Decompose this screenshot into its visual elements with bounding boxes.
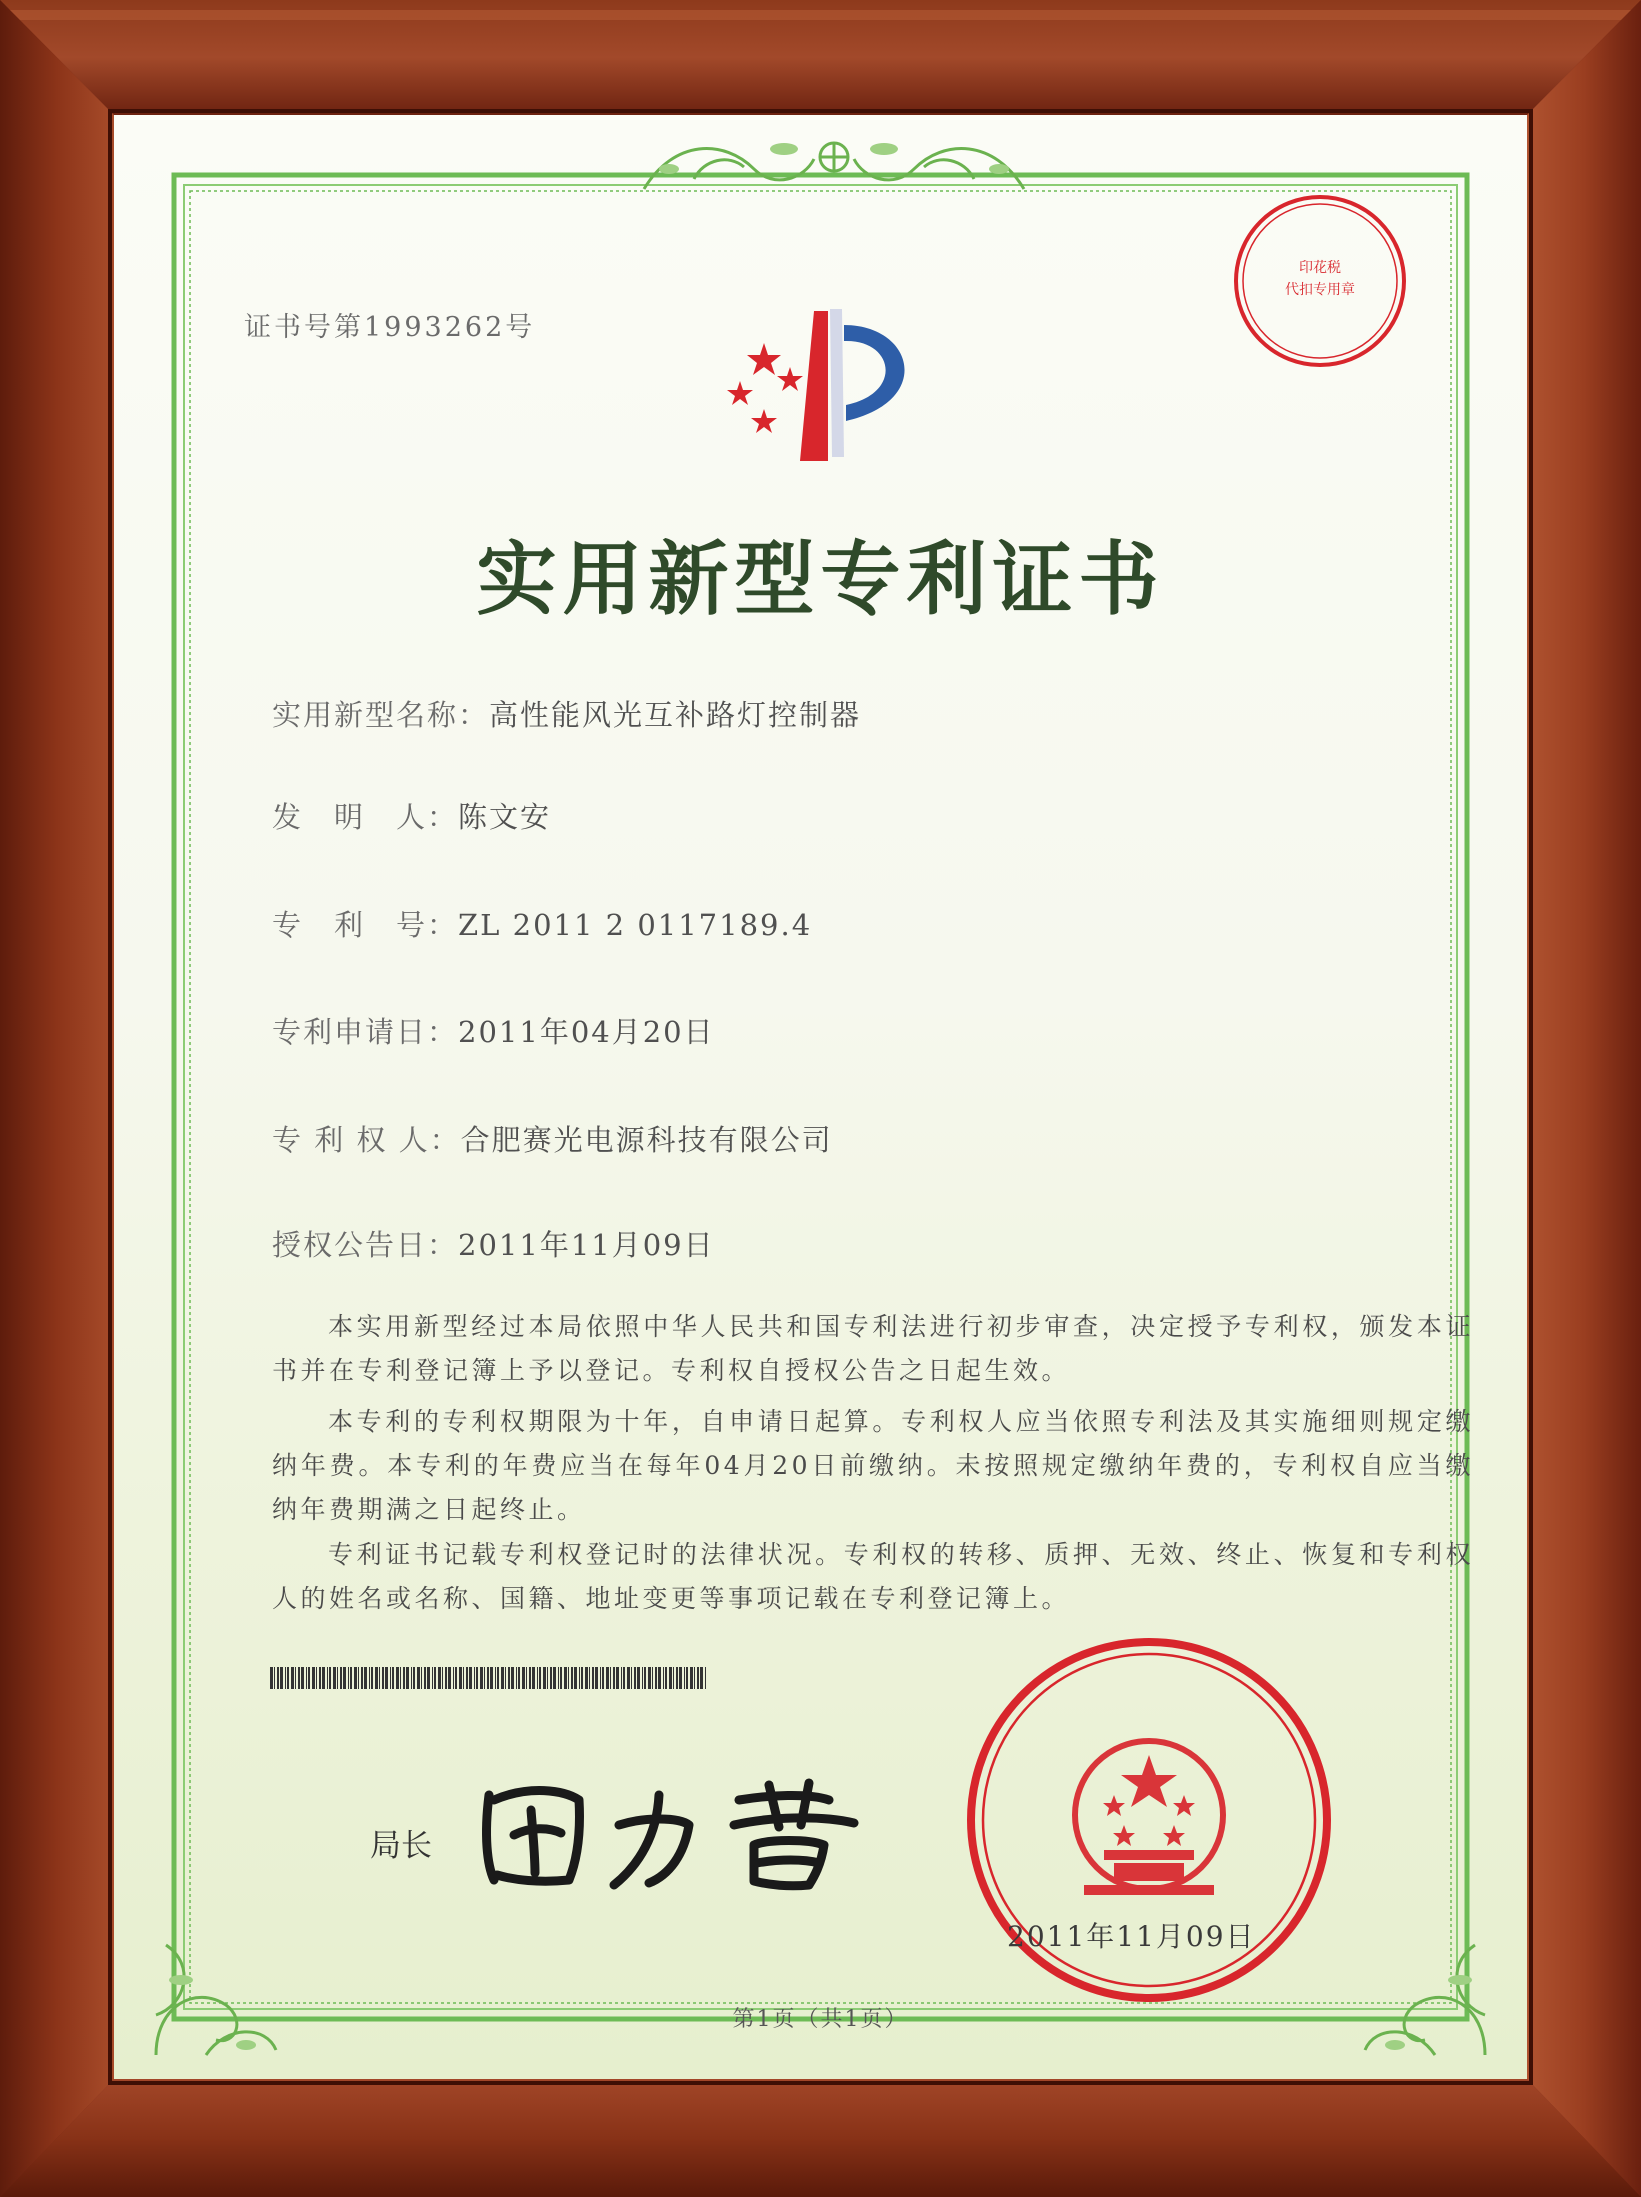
barcode-bar — [684, 1667, 685, 1689]
barcode-bar — [287, 1667, 289, 1689]
barcode-bar — [459, 1667, 462, 1689]
barcode-bar — [516, 1667, 517, 1689]
barcode-bar — [613, 1667, 615, 1689]
chief-label: 局长 — [370, 1828, 432, 1864]
barcode-bar — [665, 1667, 667, 1689]
barcode-bar — [484, 1667, 485, 1689]
barcode-icon — [270, 1667, 710, 1689]
field-value: ZL 2011 2 0117189.4 — [458, 908, 813, 942]
barcode-bar — [312, 1667, 315, 1689]
barcode-bar — [529, 1667, 531, 1689]
barcode-bar — [602, 1667, 604, 1689]
field-value: 陈文安 — [458, 800, 552, 834]
stamp-duty-seal-icon — [1231, 192, 1409, 370]
barcode-bar — [679, 1667, 682, 1689]
field-inventor — [272, 795, 551, 836]
barcode-bar — [274, 1667, 275, 1689]
barcode-bar — [466, 1667, 468, 1689]
barcode-bar — [511, 1667, 514, 1689]
barcode-bar — [396, 1667, 399, 1689]
barcode-bar — [375, 1667, 378, 1689]
barcode-bar — [285, 1667, 286, 1689]
barcode-bar — [406, 1667, 409, 1689]
barcode-bar — [379, 1667, 380, 1689]
barcode-bar — [560, 1667, 562, 1689]
barcode-bar — [298, 1667, 300, 1689]
barcode-bar — [270, 1667, 273, 1689]
barcode-bar — [705, 1667, 706, 1689]
barcode-bar — [337, 1667, 338, 1689]
paragraph-term-and-fees: 本专利的专利权期限为十年，自申请日起算。专利权人应当依照专利法及其实施细则规定缴纳年费。本专利的年费应当在每年04月20日前缴纳。未按照规定缴纳年费的，专利权自应当缴纳年费期满之日起终止。 — [272, 1407, 1474, 1524]
barcode-bar — [616, 1667, 619, 1689]
barcode-bar — [522, 1667, 525, 1689]
field-patent-number — [272, 903, 812, 944]
barcode-bar — [322, 1667, 325, 1689]
barcode-bar — [553, 1667, 556, 1689]
barcode-bar — [644, 1667, 646, 1689]
barcode-bar — [348, 1667, 349, 1689]
barcode-bar — [400, 1667, 401, 1689]
barcode-bar — [547, 1667, 548, 1689]
barcode-bar — [663, 1667, 664, 1689]
barcode-bar — [574, 1667, 577, 1689]
bottom-left-ornament-icon — [136, 1905, 286, 2065]
barcode-bar — [621, 1667, 622, 1689]
barcode-bar — [568, 1667, 569, 1689]
barcode-bar — [427, 1667, 430, 1689]
barcode-bar — [364, 1667, 367, 1689]
barcode-bar — [495, 1667, 496, 1689]
barcode-bar — [490, 1667, 493, 1689]
barcode-bar — [508, 1667, 510, 1689]
barcode-bar — [558, 1667, 559, 1689]
barcode-bar — [417, 1667, 420, 1689]
top-ornament-icon — [634, 119, 1034, 209]
certificate-title: 实用新型专利证书 — [476, 533, 1165, 626]
page-indicator: 第1页（共1页） — [732, 2007, 909, 2032]
barcode-bar — [631, 1667, 632, 1689]
barcode-bar — [390, 1667, 391, 1689]
barcode-bar — [369, 1667, 370, 1689]
barcode-bar — [501, 1667, 504, 1689]
barcode-bar — [652, 1667, 653, 1689]
barcode-bar — [434, 1667, 436, 1689]
barcode-bar — [537, 1667, 538, 1689]
barcode-bar — [595, 1667, 598, 1689]
barcode-bar — [382, 1667, 384, 1689]
barcode-bar — [329, 1667, 331, 1689]
barcode-bar — [539, 1667, 541, 1689]
barcode-bar — [676, 1667, 678, 1689]
barcode-bar — [623, 1667, 625, 1689]
barcode-bar — [694, 1667, 695, 1689]
barcode-bar — [421, 1667, 422, 1689]
barcode-bar — [469, 1667, 472, 1689]
field-label: 授权公告日： — [272, 1228, 459, 1262]
barcode-bar — [442, 1667, 443, 1689]
barcode-bar — [350, 1667, 352, 1689]
barcode-bar — [571, 1667, 573, 1689]
small-seal-line-2: 代扣专用章 — [1285, 282, 1355, 298]
field-application-date — [272, 1010, 715, 1051]
barcode-bar — [354, 1667, 357, 1689]
barcode-bar — [316, 1667, 317, 1689]
barcode-bar — [413, 1667, 415, 1689]
barcode-bar — [361, 1667, 363, 1689]
barcode-bar — [455, 1667, 457, 1689]
barcode-bar — [343, 1667, 346, 1689]
barcode-bar — [589, 1667, 590, 1689]
barcode-bar — [295, 1667, 296, 1689]
barcode-bar — [280, 1667, 283, 1689]
field-label: 实用新型名称： — [272, 698, 490, 732]
barcode-bar — [474, 1667, 475, 1689]
barcode-bar — [526, 1667, 527, 1689]
barcode-bar — [448, 1667, 451, 1689]
barcode-bar — [327, 1667, 328, 1689]
barcode-bar — [550, 1667, 552, 1689]
barcode-bar — [634, 1667, 636, 1689]
barcode-bar — [497, 1667, 499, 1689]
director-signature — [469, 1755, 889, 1895]
barcode-bar — [610, 1667, 611, 1689]
barcode-bar — [690, 1667, 693, 1689]
barcode-bar — [581, 1667, 583, 1689]
barcode-bar — [445, 1667, 447, 1689]
barcode-bar — [333, 1667, 336, 1689]
barcode-bar — [564, 1667, 567, 1689]
barcode-bar — [655, 1667, 657, 1689]
barcode-bar — [648, 1667, 651, 1689]
barcode-bar — [306, 1667, 307, 1689]
barcode-bar — [476, 1667, 478, 1689]
barcode-bar — [308, 1667, 310, 1689]
barcode-bar — [637, 1667, 640, 1689]
field-value: 高性能风光互补路灯控制器 — [489, 698, 862, 732]
certificate-paper — [114, 115, 1527, 2079]
barcode-bar — [358, 1667, 359, 1689]
barcode-bar — [291, 1667, 294, 1689]
barcode-bar — [319, 1667, 321, 1689]
barcode-bar — [340, 1667, 342, 1689]
barcode-bar — [301, 1667, 304, 1689]
barcode-bar — [385, 1667, 388, 1689]
barcode-bar — [403, 1667, 405, 1689]
field-label: 专 利 权 人： — [272, 1123, 461, 1157]
barcode-bar — [424, 1667, 426, 1689]
barcode-bar — [487, 1667, 489, 1689]
barcode-bar — [592, 1667, 594, 1689]
field-value: 2011年04月20日 — [458, 1015, 715, 1049]
barcode-bar — [438, 1667, 441, 1689]
field-value: 2011年11月09日 — [458, 1228, 715, 1262]
barcode-bar — [697, 1667, 699, 1689]
barcode-bar — [658, 1667, 661, 1689]
barcode-bar — [277, 1667, 279, 1689]
barcode-bar — [543, 1667, 546, 1689]
barcode-bar — [463, 1667, 464, 1689]
certificate-number: 证书号第1993262号 — [244, 312, 536, 343]
barcode-bar — [411, 1667, 412, 1689]
barcode-bar — [532, 1667, 535, 1689]
barcode-bar — [432, 1667, 433, 1689]
barcode-bar — [642, 1667, 643, 1689]
small-seal-line-1: 印花税 — [1299, 260, 1341, 276]
issue-date: 2011年11月09日 — [1007, 1920, 1256, 1953]
barcode-bar — [480, 1667, 483, 1689]
field-label: 发 明 人： — [272, 800, 459, 834]
barcode-bar — [505, 1667, 506, 1689]
barcode-bar — [669, 1667, 672, 1689]
barcode-bar — [673, 1667, 674, 1689]
barcode-bar — [627, 1667, 630, 1689]
barcode-bar — [392, 1667, 394, 1689]
barcode-bar — [579, 1667, 580, 1689]
field-grant-date — [272, 1223, 715, 1264]
field-patentee — [272, 1118, 833, 1159]
paragraph-legal-status: 专利证书记载专利权登记时的法律状况。专利权的转移、质押、无效、终止、恢复和专利权人的姓名或名称、国籍、地址变更等事项记载在专利登记簿上。 — [272, 1540, 1474, 1613]
barcode-bar — [585, 1667, 588, 1689]
paragraph-grant-notice: 本实用新型经过本局依照中华人民共和国专利法进行初步审查，决定授予专利权，颁发本证书并在专利登记簿上予以登记。专利权自授权公告之日起生效。 — [272, 1312, 1474, 1385]
field-label: 专 利 号： — [272, 908, 459, 942]
field-label: 专利申请日： — [272, 1015, 459, 1049]
barcode-bar — [518, 1667, 520, 1689]
field-model-name — [272, 693, 861, 734]
barcode-bar — [600, 1667, 601, 1689]
barcode-bar — [371, 1667, 373, 1689]
bottom-right-ornament-icon — [1355, 1905, 1505, 2065]
barcode-bar — [453, 1667, 454, 1689]
barcode-bar — [606, 1667, 609, 1689]
barcode-bar — [700, 1667, 703, 1689]
field-value: 合肥赛光电源科技有限公司 — [460, 1123, 833, 1157]
barcode-bar — [686, 1667, 688, 1689]
patent-office-emblem-icon — [704, 281, 964, 471]
